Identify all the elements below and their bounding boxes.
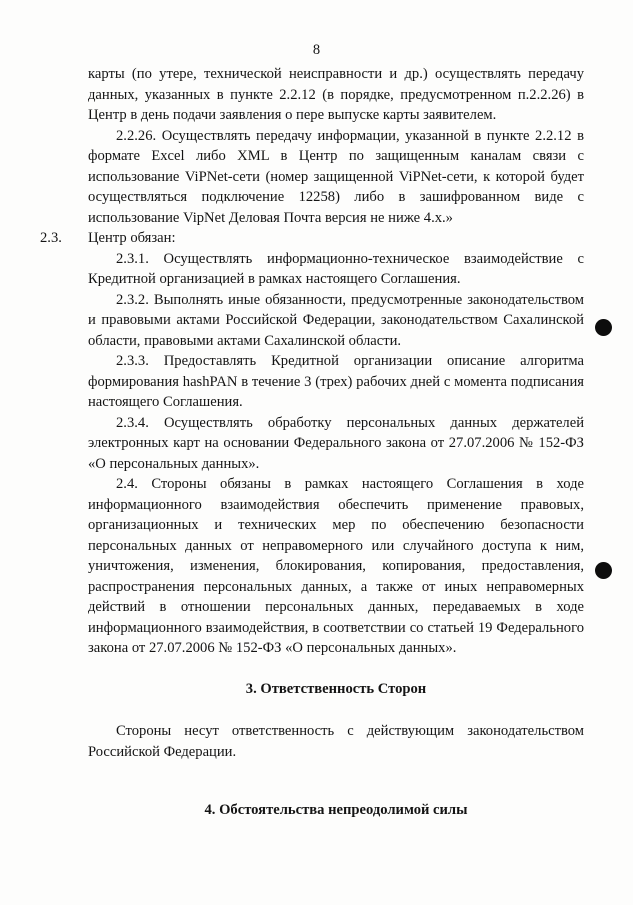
paragraph-2-3-1: 2.3.1. Осуществлять информационно-техническое взаимодействие с Кредитной организацией в рамках настоящего Соглашения. (88, 250, 584, 287)
paragraph-2-3-4: 2.3.4. Осуществлять обработку персональных данных держателей электронных карт на основании Федерального закона от 27.07.2006 № 152-ФЗ «О персональных данных». (88, 414, 584, 472)
clause-text: Центр обязан: (88, 230, 176, 246)
paragraph-2-2-26: 2.2.26. Осуществлять передачу информации, указанной в пункте 2.2.12 в формате Excel либо XML в Центр по защищенным каналам связи с использование ViPNet-сети (номер защищенной ViPNet-сети, к которой будет осуществляться подключение 12258) либо в зашифрованном виде с использование VipNet Деловая Почта версия не ниже 4.х.» (88, 127, 584, 226)
punch-hole-mark (595, 562, 612, 579)
spacer (88, 762, 584, 800)
document-body (40, 64, 584, 821)
section-heading-3: 3. Ответственность Сторон (245, 680, 427, 697)
paragraph-2-3-2: 2.3.2. Выполнять иные обязанности, предусмотренные законодательством и правовыми актами Российской Федерации, законодательством Сахалинской области, правовыми актами Сахалинской области. (88, 291, 584, 349)
clause-number: 2.3. (40, 230, 62, 246)
page-number: 8 (312, 42, 321, 58)
spacer (88, 699, 584, 721)
paragraph-2-4: 2.4. Стороны обязаны в рамках настоящего Соглашения в ходе информационного взаимодействия обеспечить применение правовых, организационных и технических мер по обеспечению безопасности персональных данных от неправомерного или случайного доступа к ним, уничтожения, изменения, блокирования, копирования, предоставления, распространения персональных данных, а также от иных неправомерных действий в отношении персональных данных, передаваемых в ходе информационного взаимодействия, в соответствии со статьей 19 Федерального закона от 27.07.2006 № 152-ФЗ «О персональных данных». (88, 476, 584, 656)
punch-hole-mark (595, 319, 612, 336)
paragraph-2-3-3: 2.3.3. Предоставлять Кредитной организации описание алгоритма формирования hashPAN в течение 3 (трех) рабочих дней с момента подписания настоящего Соглашения. (88, 353, 584, 410)
paragraph-responsibility: Стороны несут ответственность с действующим законодательством Российской Федерации. (88, 723, 584, 760)
spacer (88, 659, 584, 679)
section-heading-4: 4. Обстоятельства непреодолимой силы (204, 802, 468, 818)
paragraph-card-transfer: карты (по утере, технической неисправности и др.) осуществлять передачу данных, указанных в пункте 2.2.12 (в порядке, предусмотренном п.2.2.26) в Центр в день подачи заявления о пере выпуске карты заявителем. (88, 66, 584, 123)
paragraph-2-3 (40, 228, 584, 249)
